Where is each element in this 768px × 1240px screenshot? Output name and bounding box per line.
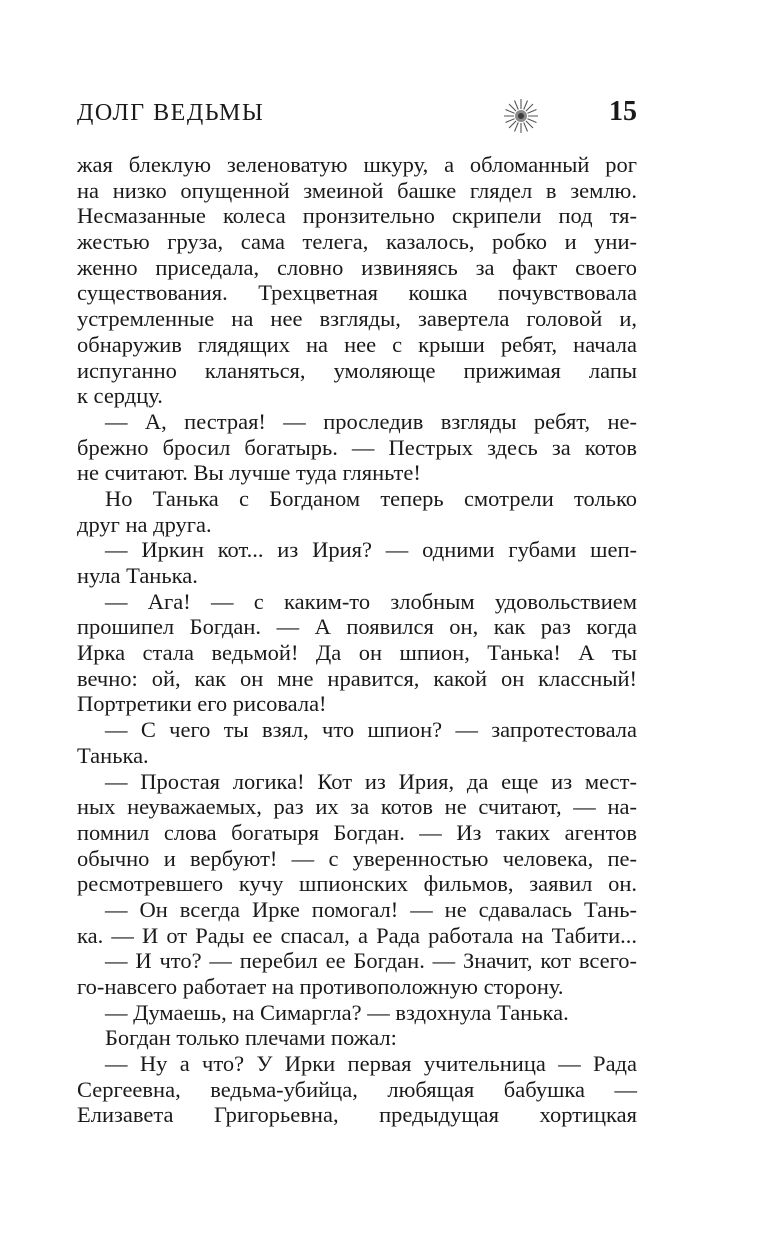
text-line: помнил слова богатыря Богдан. — Из таких агентов [77,819,637,845]
text-line: го-навсего работает на противоположную сторону. [77,974,564,999]
text-line: вечно: ой, как он мне нравится, какой он классный! [77,665,637,691]
text-line: — Простая логика! Кот из Ирия, да еще из мест- [105,768,637,794]
text-line: не считают. Вы лучше туда гляньте! [77,460,421,486]
text-line: обычно и вербуют! — с уверенностью человека, пе- [77,845,637,871]
text-line: — И что? — перебил ее Богдан. — Значит, кот всего- [105,948,637,974]
text-line: Танька. [77,742,149,768]
text-line: на низко опущенной змеиной башке глядел в землю. [77,177,637,203]
text-line: устремленные на нее взгляды, завертела головой и, [77,306,637,332]
text-line: Богдан только плечами пожал: [105,1025,397,1051]
text-line: существования. Трехцветная кошка почувствовала [77,280,637,306]
text-line: Ирка стала ведьмой! Да он шпион, Танька! А ты [77,640,637,666]
text-line: обнаружив глядящих на нее с крыши ребят, начала [77,331,637,357]
text-line: Но Танька с Богданом теперь смотрели только [105,485,637,511]
text-line: ных неуважаемых, раз их за котов не считают, — на- [77,794,637,820]
text-line: Несмазанные колеса пронзительно скрипели под тя- [77,203,637,229]
text-line: жая блеклую зеленоватую шкуру, а обломанный рог [77,152,637,177]
text-line: ка. — И от Рады ее спасал, а Рада работала на Табити... [77,922,637,948]
text-line: испуганно кланяться, умоляюще прижимая лапы [77,357,637,383]
text-line: Сергеевна, ведьма-убийца, любящая бабушка — [77,1076,637,1102]
text-line: нула Танька. [77,563,198,588]
text-line: друг на друга. [77,511,212,537]
text-line: — А, пестрая! — проследив взгляды ребят, не- [105,408,637,434]
running-header [77,96,637,140]
text-line: женно приседала, словно извиняясь за факт своего [77,254,637,280]
text-line: к сердцу. [77,383,163,409]
text-line: — Ну а что? У Ирки первая учительница — Рада [105,1051,637,1077]
body-text [77,152,637,1128]
sun-ornament-icon [503,98,539,134]
text-line: — Думаешь, на Симаргла? — вздохнула Танька. [105,999,569,1025]
text-line: брежно бросил богатырь. — Пестрых здесь за котов [77,434,637,460]
text-line: — С чего ты взял, что шпион? — запротестовала [105,717,637,743]
text-line: Елизавета Григорьевна, предыдущая хортицкая [77,1102,637,1128]
text-line: — Он всегда Ирке помогал! — не сдавалась Тань- [105,896,637,922]
page-number: 15 [609,96,637,127]
text-line: прошипел Богдан. — А появился он, как раз когда [77,614,637,640]
text-line: Портретики его рисовала! [77,691,327,717]
running-title: ДОЛГ ВЕДЬМЫ [77,100,265,126]
text-line: ресмотревшего кучу шпионских фильмов, заявил он. [77,871,637,897]
text-line: — Иркин кот... из Ирия? — одними губами шеп- [105,537,637,563]
text-line: жестью груза, сама телега, казалось, робко и уни- [77,229,637,255]
text-line: — Ага! — с каким-то злобным удовольствием [105,588,637,614]
